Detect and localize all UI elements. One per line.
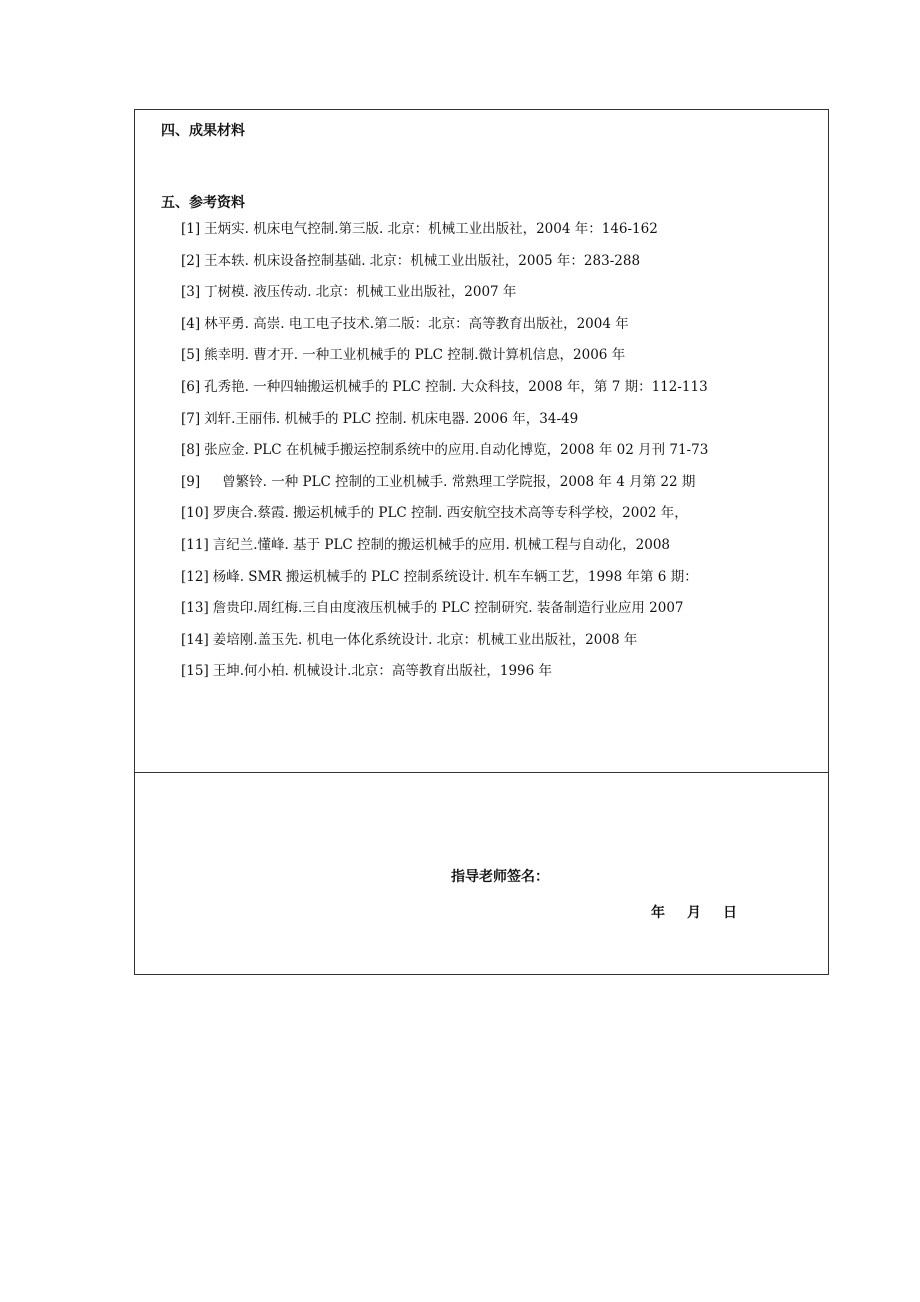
- reference-text: 张应金. PLC 在机械手搬运控制系统中的应用.自动化博览，2008 年 02 月刊 71-73: [204, 442, 709, 459]
- reference-item: [181, 535, 708, 567]
- reference-item: [181, 345, 708, 377]
- reference-item: [181, 440, 708, 472]
- reference-number: [6]: [181, 378, 201, 395]
- section-4-heading: 四、成果材料: [161, 123, 245, 139]
- reference-number: [1]: [181, 221, 201, 237]
- advisor-signature-label: 指导老师签名：: [451, 869, 549, 885]
- reference-list: [181, 219, 708, 693]
- reference-text: 刘轩.王丽伟. 机械手的 PLC 控制. 机床电器. 2006 年，34-49: [204, 410, 579, 427]
- reference-item: [181, 661, 708, 693]
- reference-number: [9]: [181, 473, 201, 490]
- reference-item: [181, 251, 708, 283]
- reference-text: 曾繁铃. 一种 PLC 控制的工业机械手. 常熟理工学院报，2008 年 4 月第 22 期: [222, 473, 696, 490]
- reference-text: 罗庚合.蔡霞. 搬运机械手的 PLC 控制. 西安航空技术高等专科学校，2002 年，: [212, 505, 688, 522]
- reference-number: [3]: [181, 284, 201, 301]
- reference-text: 林平勇. 高崇. 电工电子技术.第二版：北京：高等教育出版社，2004 年: [204, 315, 629, 332]
- reference-number: [5]: [181, 347, 201, 364]
- date-year-label: 年: [651, 905, 665, 921]
- signature-cell: [135, 773, 828, 974]
- date-day-label: 日: [723, 905, 737, 921]
- reference-number: [11]: [181, 536, 209, 553]
- section-5-heading: 五、参考资料: [161, 195, 245, 211]
- materials-references-cell: [135, 110, 828, 773]
- reference-text: 王坤.何小柏. 机械设计.北京：高等教育出版社，1996 年: [212, 663, 553, 680]
- reference-number: [2]: [181, 252, 201, 269]
- form-table: [134, 109, 829, 975]
- reference-text: 熊幸明. 曹才开. 一种工业机械手的 PLC 控制.微计算机信息，2006 年: [204, 347, 626, 364]
- reference-text: 姜培刚.盖玉先. 机电一体化系统设计. 北京：机械工业出版社，2008 年: [212, 631, 638, 648]
- reference-item: [181, 630, 708, 662]
- date-month-label: 月: [687, 905, 701, 921]
- reference-text: 王本轶. 机床设备控制基础. 北京：机械工业出版社，2005 年：283-288: [204, 252, 641, 269]
- reference-number: [12]: [181, 568, 209, 585]
- reference-item: [181, 567, 708, 599]
- reference-number: [14]: [181, 631, 209, 648]
- reference-text: 杨峰. SMR 搬运机械手的 PLC 控制系统设计. 机车车辆工艺，1998 年第 6 期：: [212, 568, 698, 585]
- reference-item: [181, 282, 708, 314]
- reference-item: [181, 503, 708, 535]
- reference-item: [181, 598, 708, 630]
- reference-number: [10]: [181, 505, 209, 522]
- reference-text: 丁树模. 液压传动. 北京：机械工业出版社，2007 年: [204, 284, 517, 301]
- reference-number: [15]: [181, 663, 209, 680]
- reference-number: [13]: [181, 600, 209, 617]
- reference-text: 王炳实. 机床电气控制.第三版. 北京：机械工业出版社，2004 年：146-162: [204, 221, 658, 237]
- reference-text: 孔秀艳. 一种四轴搬运机械手的 PLC 控制. 大众科技，2008 年，第 7 期：112-113: [204, 378, 708, 395]
- reference-text: 詹贵印.周红梅.三自由度液压机械手的 PLC 控制研究. 装备制造行业应用 2007: [212, 600, 684, 617]
- reference-item: [181, 472, 708, 504]
- signature-date: [651, 902, 737, 922]
- reference-text: 言纪兰.懂峰. 基于 PLC 控制的搬运机械手的应用. 机械工程与自动化，2008: [212, 536, 670, 553]
- reference-item: [181, 409, 708, 441]
- reference-item: [181, 314, 708, 346]
- reference-number: [7]: [181, 410, 201, 427]
- reference-item: [181, 219, 708, 251]
- reference-item: [181, 377, 708, 409]
- reference-number: [4]: [181, 315, 201, 332]
- reference-number: [8]: [181, 442, 201, 459]
